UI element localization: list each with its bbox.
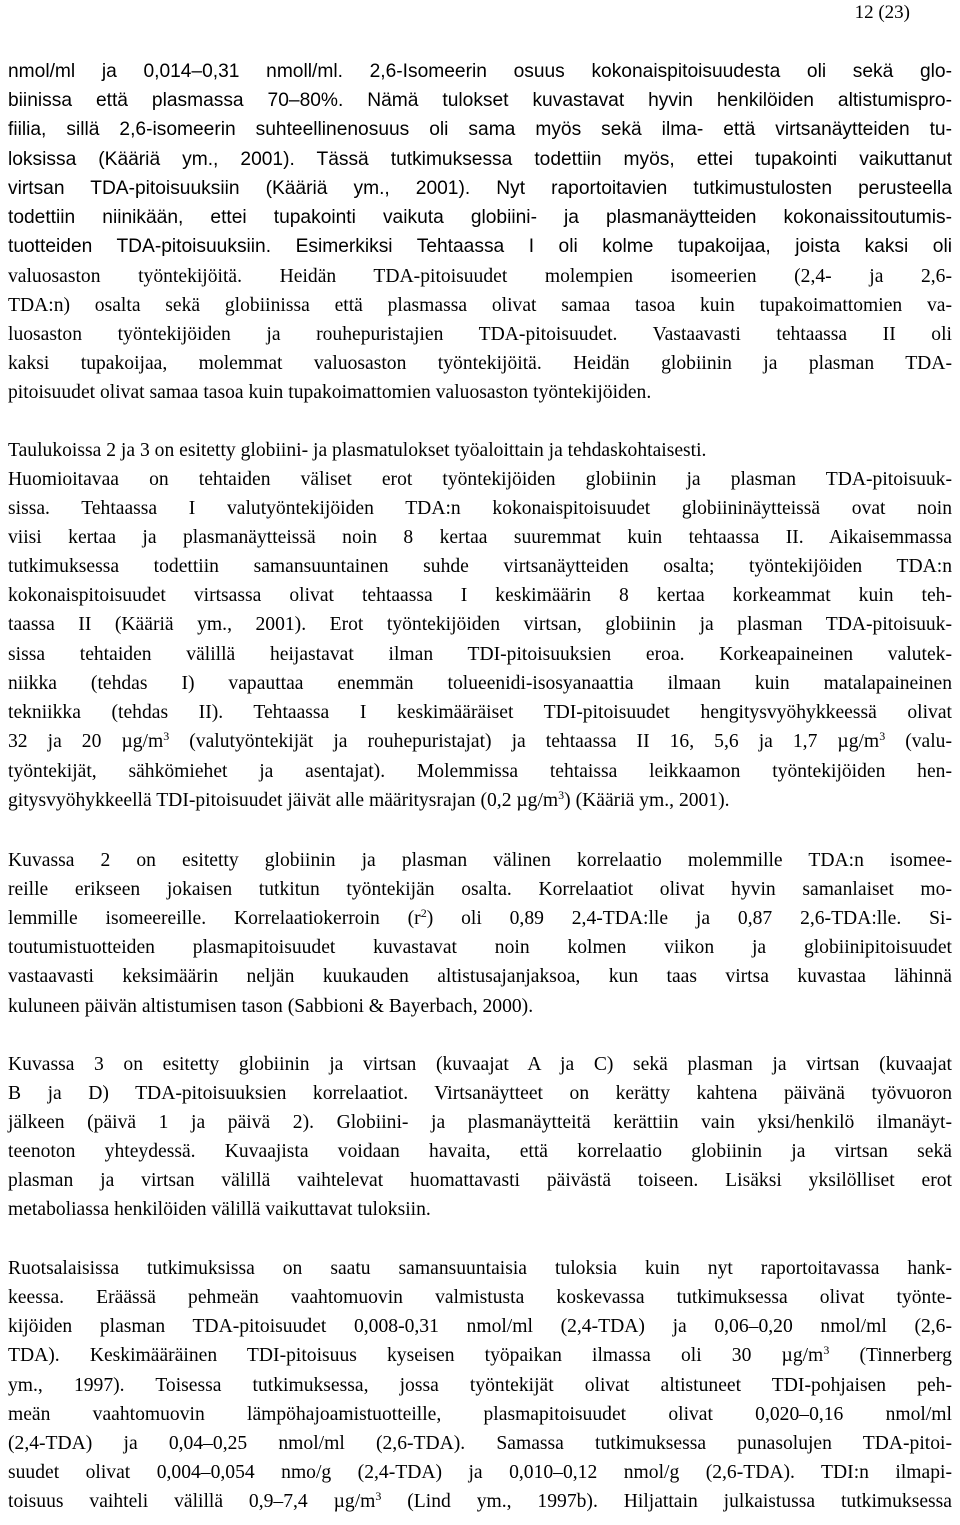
superscript: 3 bbox=[375, 1489, 382, 1503]
superscript: 3 bbox=[879, 729, 886, 743]
superscript: 3 bbox=[558, 788, 565, 802]
text-line: plasman ja virtsan välillä vaihtelevat huomattavasti päivästä toiseen. Lisäksi yksilölliset erot bbox=[8, 1170, 952, 1191]
text-line: Kuvassa 2 on esitetty globiinin ja plasman välinen korrelaatio molemmille TDA:n isomee- bbox=[8, 850, 952, 871]
text-line bbox=[8, 786, 952, 815]
text-line bbox=[8, 1341, 952, 1370]
line-text: (valu- bbox=[885, 731, 953, 752]
text-line: toutumistuotteiden plasmapitoisuudet kuvastavat noin kolmen viikon ja globiinipitoisuudet bbox=[8, 937, 952, 958]
text-line: loksissa (Kääriä ym., 2001). Tässä tutkimuksessa todettiin myös, ettei tupakointi vaikuttanut bbox=[8, 149, 952, 170]
text-line: Taulukoissa 2 ja 3 on esitetty globiini- ja plasmatulokset työaloittain ja tehdaskohtaisesti. bbox=[8, 440, 707, 461]
text-line: metaboliassa henkilöiden välillä vaikuttavat tuloksiin. bbox=[8, 1199, 431, 1220]
text-line: (2,4-TDA) ja 0,04–0,25 nmol/ml (2,6-TDA). Samassa tutkimuksessa punasolujen TDA-pitoi- bbox=[8, 1433, 952, 1454]
text-line: työntekijät, sähkömiehet ja asentajat). Molemmissa tehtaissa leikkaamon työntekijöiden hen- bbox=[8, 761, 952, 782]
text-line: pitoisuudet olivat samaa tasoa kuin tupakoimattomien valuosaston työntekijöiden. bbox=[8, 382, 652, 403]
line-text: ) (Kääriä ym., 2001). bbox=[564, 790, 730, 811]
line-text: 32 ja 20 µg/m bbox=[8, 731, 164, 752]
text-line bbox=[8, 904, 952, 933]
text-line: vastaavasti keksimäärin neljän kuukauden altistusajanjaksoa, kun taas virtsa kuvastaa lähinnä bbox=[8, 966, 952, 987]
text-line: fiilia, sillä 2,6-isomeerin suhteellinenosuus oli sama myös sekä ilma- että virtsanäytteiden tu- bbox=[8, 119, 952, 140]
text-line: TDA:n) osalta sekä globiinissa että plasmassa olivat samaa tasoa kuin tupakoimattomien va- bbox=[8, 295, 952, 316]
text-line: tekniikka (tehdas II). Tehtaassa I keskimääräiset TDI-pitoisuudet hengitysvyöhykkeessä olivat bbox=[8, 702, 952, 723]
text-line: viisi kertaa ja plasmanäytteissä noin 8 kertaa suuremmat kuin tehtaassa II. Aikaisemmassa bbox=[8, 527, 952, 548]
text-line: niikka (tehdas I) vapauttaa enemmän tolueenidi-isosyanaattia ilmaan kuin matalapaineinen bbox=[8, 673, 952, 694]
text-line: biinissa että plasmassa 70–80%. Nämä tulokset kuvastavat hyvin henkilöiden altistumispro- bbox=[8, 90, 952, 111]
line-text: (Lind ym., 1997b). Hiljattain julkaistussa tutkimuksessa bbox=[381, 1491, 952, 1512]
text-line: kijöiden plasman TDA-pitoisuudet 0,008-0,31 nmol/ml (2,4-TDA) ja 0,06–0,20 nmol/ml (2,6- bbox=[8, 1316, 952, 1337]
superscript: 2 bbox=[420, 906, 427, 920]
line-text: lemmille isomeereille. Korrelaatiokerroin (r bbox=[8, 908, 421, 929]
text-line bbox=[8, 727, 952, 756]
superscript: 3 bbox=[823, 1343, 830, 1357]
text-line: kaksi tupakoijaa, molemmat valuosaston työntekijöitä. Heidän globiinin ja plasman TDA- bbox=[8, 353, 952, 374]
line-text: (Tinnerberg bbox=[829, 1345, 952, 1366]
text-line bbox=[8, 1487, 952, 1516]
text-line: Ruotsalaisissa tutkimuksissa on saatu samansuuntaisia tuloksia kuin nyt raportoitavassa hank- bbox=[8, 1258, 952, 1279]
line-text: TDA). Keskimääräinen TDI-pitoisuus kyseisen työpaikan ilmassa oli 30 µg/m bbox=[8, 1345, 824, 1366]
text-line: sissa tehtaiden välillä heijastavat ilman TDI-pitoisuuksien eroa. Korkeapaineinen valutek- bbox=[8, 644, 952, 665]
text-line: keessa. Eräässä pehmeän vaahtomuovin valmistusta koskevassa tutkimuksessa olivat työnte- bbox=[8, 1287, 952, 1308]
text-line: suudet olivat 0,004–0,054 nmo/g (2,4-TDA) ja 0,010–0,12 nmol/g (2,6-TDA). TDI:n ilmapi- bbox=[8, 1462, 952, 1483]
text-line: valuosaston työntekijöitä. Heidän TDA-pitoisuudet molempien isomeerien (2,4- ja 2,6- bbox=[8, 266, 952, 287]
text-line: Huomioitavaa on tehtaiden väliset erot työntekijöiden globiinin ja plasman TDA-pitoisuuk- bbox=[8, 469, 952, 490]
text-line: teenoton yhteydessä. Kuvaajista voidaan havaita, että korrelaatio globiinin ja virtsan sekä bbox=[8, 1141, 952, 1162]
text-line: kuluneen päivän altistumisen tason (Sabbioni & Bayerbach, 2000). bbox=[8, 996, 534, 1017]
text-line: nmol/ml ja 0,014–0,31 nmoll/ml. 2,6-Isomeerin osuus kokonaispitoisuudesta oli sekä glo- bbox=[8, 61, 952, 82]
line-text: gitysvyöhykkeellä TDI-pitoisuudet jäivät alle määritysrajan (0,2 µg/m bbox=[8, 790, 559, 811]
text-line: kokonaispitoisuudet virtsassa olivat tehtaassa I keskimäärin 8 kertaa korkeammat kuin teh- bbox=[8, 585, 952, 606]
text-line: meän vaahtomuovin lämpöhajoamistuotteille, plasmapitoisuudet olivat 0,020–0,16 nmol/ml bbox=[8, 1404, 952, 1425]
text-line: ym., 1997). Toisessa tutkimuksessa, jossa työntekijät olivat altistuneet TDI-pohjaisen peh- bbox=[8, 1375, 952, 1396]
text-line: sissa. Tehtaassa I valutyöntekijöiden TDA:n kokonaispitoisuudet globiininäytteissä ovat noin bbox=[8, 498, 952, 519]
text-line: todettiin niinikään, ettei tupakointi vaikuta globiini- ja plasmanäytteiden kokonaissitoutumis- bbox=[8, 207, 952, 228]
text-line: B ja D) TDA-pitoisuuksien korrelaatiot. Virtsanäytteet on kerätty kahtena päivänä työvuoron bbox=[8, 1083, 952, 1104]
text-line: virtsan TDA-pitoisuuksiin (Kääriä ym., 2001). Nyt raportoitavien tutkimustulosten perusteella bbox=[8, 178, 952, 199]
line-text: ) oli 0,89 2,4-TDA:lle ja 0,87 2,6-TDA:lle. Si- bbox=[426, 908, 952, 929]
text-line: Kuvassa 3 on esitetty globiinin ja virtsan (kuvaajat A ja C) sekä plasman ja virtsan (kuvaajat bbox=[8, 1054, 952, 1075]
text-line: luosaston työntekijöiden ja rouhepuristajien TDA-pitoisuudet. Vastaavasti tehtaassa II oli bbox=[8, 324, 952, 345]
text-line: jälkeen (päivä 1 ja päivä 2). Globiini- ja plasmanäytteitä kerättiin vain yksi/henkilö ilmanäyt- bbox=[8, 1112, 952, 1133]
text-line: tutkimuksessa todettiin samansuuntainen suhde virtsanäytteiden osalta; työntekijöiden TDA:n bbox=[8, 556, 952, 577]
page-number: 12 (23) bbox=[854, 2, 910, 23]
superscript: 3 bbox=[163, 729, 170, 743]
text-line: tuotteiden TDA-pitoisuuksiin. Esimerkiksi Tehtaassa I oli kolme tupakoijaa, joista kaksi oli bbox=[8, 236, 952, 257]
text-line: reille erikseen jokaisen tutkitun työntekijän osalta. Korrelaatiot olivat hyvin samanlaiset mo- bbox=[8, 879, 952, 900]
text-line: taassa II (Kääriä ym., 2001). Erot työntekijöiden virtsan, globiinin ja plasman TDA-pitoisuuk- bbox=[8, 614, 952, 635]
line-text: (valutyöntekijät ja rouhepuristajat) ja tehtaassa II 16, 5,6 ja 1,7 µg/m bbox=[169, 731, 880, 752]
line-text: toisuus vaihteli välillä 0,9–7,4 µg/m bbox=[8, 1491, 376, 1512]
